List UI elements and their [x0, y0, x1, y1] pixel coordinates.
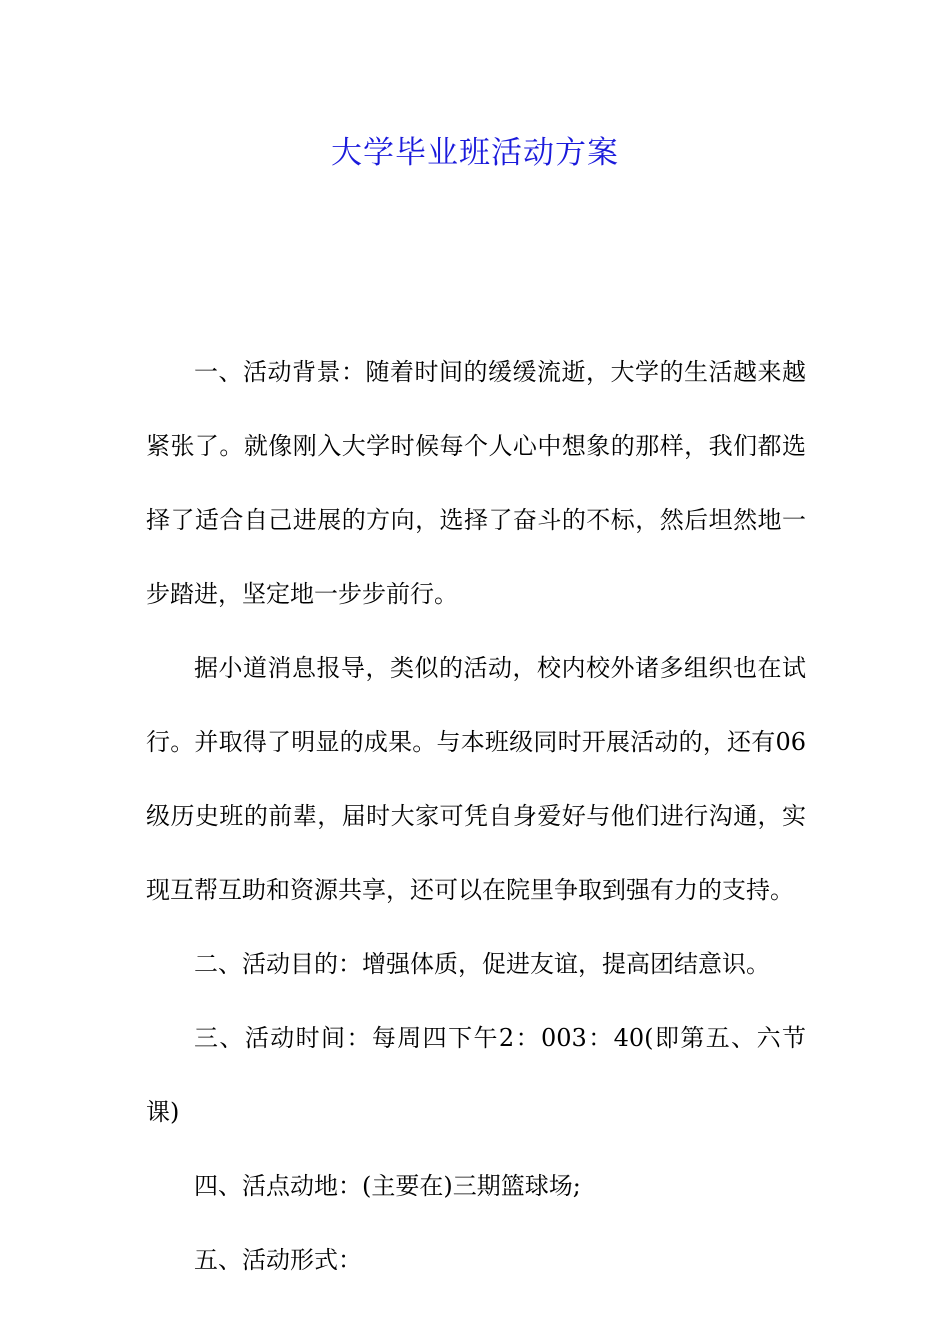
paragraph-format: 五、活动形式： [194, 1246, 362, 1274]
paragraph-location: 四、活点动地：(主要在)三期篮球场; [194, 1172, 581, 1200]
paragraph-purpose: 二、活动目的：增强体质，促进友谊，提高团结意识。 [194, 950, 770, 978]
paragraph-background: 一、活动背景：随着时间的缓缓流逝，大学的生活越来越紧张了。就像刚入大学时候每个人心中想象的那样，我们都选择了适合自己进展的方向，选择了奋斗的不标，然后坦然地一步踏进，坚定地一步步前行。 [146, 358, 806, 608]
document-body [146, 335, 806, 1297]
paragraph-reports: 据小道消息报导，类似的活动，校内校外诸多组织也在试行。并取得了明显的成果。与本班级同时开展活动的，还有06级历史班的前辈，届时大家可凭自身爱好与他们进行沟通，实现互帮互助和资源共享，还可以在院里争取到强有力的支持。 [146, 654, 806, 904]
paragraph-time: 三、活动时间：每周四下午2：003：40(即第五、六节课) [146, 1024, 806, 1126]
document-title: 大学毕业班活动方案 [331, 135, 619, 171]
